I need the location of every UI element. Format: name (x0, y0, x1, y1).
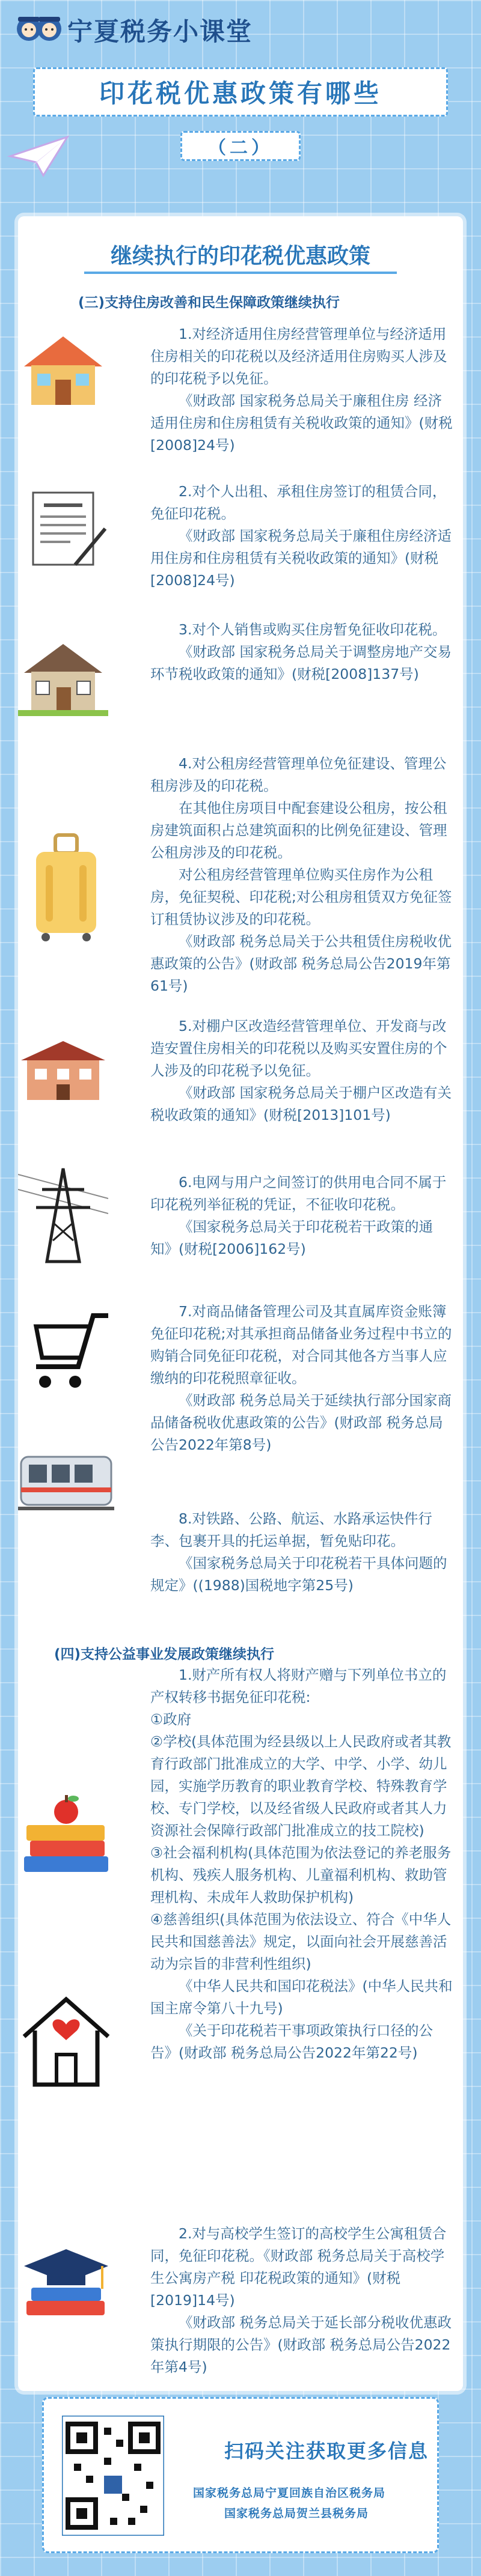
policy-reference: 《国家税务总局关于印花税若干政策的通知》(财税[2006]162号) (150, 1218, 433, 1257)
policy-text: 1.财产所有权人将财产赠与下列单位书立的产权转移书据免征印花税: (150, 1666, 447, 1706)
group3-heading: (三)支持住房改善和民生保障政策继续执行 (78, 295, 340, 311)
policy-item-3-4 (150, 753, 454, 997)
contract-icon (21, 487, 111, 571)
policy-item-4-1 (150, 1664, 454, 2064)
beneficiary-schools: ②学校(具体范围为经县级以上人民政府或者其教育行政部门批准成立的大学、中学、小学、幼儿园，实施学历教育的职业教育学校、特殊教育学校、专门学校，以及经省级人民政府或者其人力资源社会保障行政部门批准成立的技工院校) (150, 1733, 452, 1839)
subtitle-box (180, 131, 301, 161)
policy-text: 4.对公租房经营管理单位免征建设、管理公租房涉及的印花税。 (150, 755, 447, 794)
house-icon (18, 330, 108, 409)
policy-text: 在其他住房项目中配套建设公租房，按公租房建筑面积占总建筑面积的比例免征建设、管理公租房涉及的印花税。 (150, 800, 447, 861)
brand-title: 宁夏税务小课堂 (67, 17, 253, 46)
policy-text: 对公租房经营管理单位购买住房作为公租房，免征契税、印花税;对公租房租赁双方免征签订租赁协议涉及的印花税。 (150, 866, 452, 928)
beneficiary-charity: ④慈善组织(具体范围为依法设立、符合《中华人民共和国慈善法》规定，以面向社会开展慈善活动为宗旨的非营利性组织) (150, 1911, 452, 1972)
policy-item-4-2 (150, 2223, 454, 2378)
policy-text: 7.对商品储备管理公司及其直属库资金账簿免征印花税;对其承担商品储备业务过程中书立的购销合同免征印花税，对合同其他各方当事人应缴纳的印花税照章征收。 (150, 1303, 452, 1387)
policy-item-3-7 (150, 1301, 454, 1456)
policy-item-3-1 (150, 323, 454, 457)
policy-item-3-2 (150, 481, 454, 592)
policy-reference: 《财政部 国家税务总局关于廉租住房 经济适用住房和住房租赁有关税收政策的通知》(财税[2008]24号) (150, 392, 453, 454)
qr-code-icon[interactable] (62, 2416, 164, 2536)
page-subtitle: （二） (208, 138, 273, 159)
page-title: 印花税优惠政策有哪些 (99, 79, 382, 108)
policy-reference: 《财政部 税务总局关于延续执行部分国家商品储备税收优惠政策的公告》(财政部 税务总局公告2022年第8号) (150, 1392, 452, 1453)
home-heart-icon (18, 1988, 114, 2091)
footer-card (42, 2397, 439, 2553)
cottage-icon (18, 637, 108, 718)
policy-reference: 《财政部 国家税务总局关于棚户区改造有关税收政策的通知》(财税[2013]101号) (150, 1084, 452, 1123)
paper-plane-icon (7, 132, 70, 180)
policy-reference: 《财政部 国家税务总局关于调整房地产交易环节税收政策的通知》(财税[2008]137号) (150, 643, 452, 682)
policy-reference: 《财政部 税务总局关于延长部分税收优惠政策执行期限的公告》(财政部 税务总局公告2022年第4号) (150, 2314, 452, 2375)
main-title-box (33, 67, 448, 117)
policy-text: 5.对棚户区改造经营管理单位、开发商与改造安置住房相关的印花税以及购买安置住房的个人涉及的印花税予以免征。 (150, 1018, 447, 1079)
building-icon (18, 1036, 108, 1102)
graduation-cap-icon (18, 2241, 114, 2325)
shopping-cart-icon (18, 1310, 114, 1394)
suitcase-icon (24, 829, 108, 943)
policy-reference: 《财政部 国家税务总局关于廉租住房经济适用住房和住房租赁有关税收政策的通知》(财税[2008]24号) (150, 527, 452, 589)
policy-reference: 《国家税务总局关于印花税若干具体问题的规定》((1988)国税地字第25号) (150, 1555, 447, 1594)
policy-text: 8.对铁路、公路、航运、水路承运快件行李、包裹开具的托运单据，暂免贴印花。 (150, 1510, 432, 1549)
policy-reference: 《关于印花税若干事项政策执行口径的公告》(财政部 税务总局公告2022年第22号) (150, 2022, 433, 2061)
policy-text: 2.对与高校学生签订的高校学生公寓租赁合同，免征印花税。《财政部 税务总局关于高校学生公寓房产税 印花税政策的通知》(财税[2019]14号) (150, 2225, 447, 2309)
beneficiary-welfare: ③社会福利机构(具体范围为依法登记的养老服务机构、残疾人服务机构、儿童福利机构、救助管理机构、未成年人救助保护机构) (150, 1844, 452, 1906)
section-title: 继续执行的印花税优惠政策 (110, 244, 370, 269)
policy-text: 2.对个人出租、承租住房签订的租赁合同，免征印花税。 (150, 483, 447, 522)
policy-item-3-3 (150, 619, 454, 685)
header (0, 0, 481, 180)
content-card (18, 216, 463, 2391)
policy-item-3-5 (150, 1015, 454, 1126)
power-tower-icon (18, 1162, 108, 1265)
group4-heading: (四)支持公益事业发展政策继续执行 (54, 1647, 275, 1662)
policy-reference: 《中华人民共和国印花税法》(中华人民共和国主席令第八十九号) (150, 1978, 453, 2017)
scan-qr-text: 扫码关注获取更多信息 (224, 2440, 429, 2462)
books-apple-icon (18, 1790, 114, 1880)
policy-item-3-8 (150, 1508, 454, 1597)
org-name-helan: 国家税务总局贺兰县税务局 (224, 2507, 369, 2520)
tax-mascot-logo (12, 8, 66, 44)
policy-text: 6.电网与用户之间签订的供用电合同不属于印花税列举征税的凭证，不征收印花税。 (150, 1174, 447, 1213)
org-name-ningxia: 国家税务总局宁夏回族自治区税务局 (193, 2486, 386, 2500)
policy-reference: 《财政部 税务总局关于公共租赁住房税收优惠政策的公告》(财政部 税务总局公告2019年第61号) (150, 933, 452, 994)
train-icon (18, 1448, 114, 1514)
policy-text: 1.对经济适用住房经营管理单位与经济适用住房相关的印花税以及经济适用住房购买人涉及的印花税予以免征。 (150, 326, 447, 387)
section-divider (84, 272, 397, 274)
policy-text: 3.对个人销售或购买住房暂免征收印花税。 (179, 621, 447, 638)
policy-item-3-6 (150, 1171, 454, 1260)
beneficiary-government: ①政府 (150, 1711, 192, 1728)
